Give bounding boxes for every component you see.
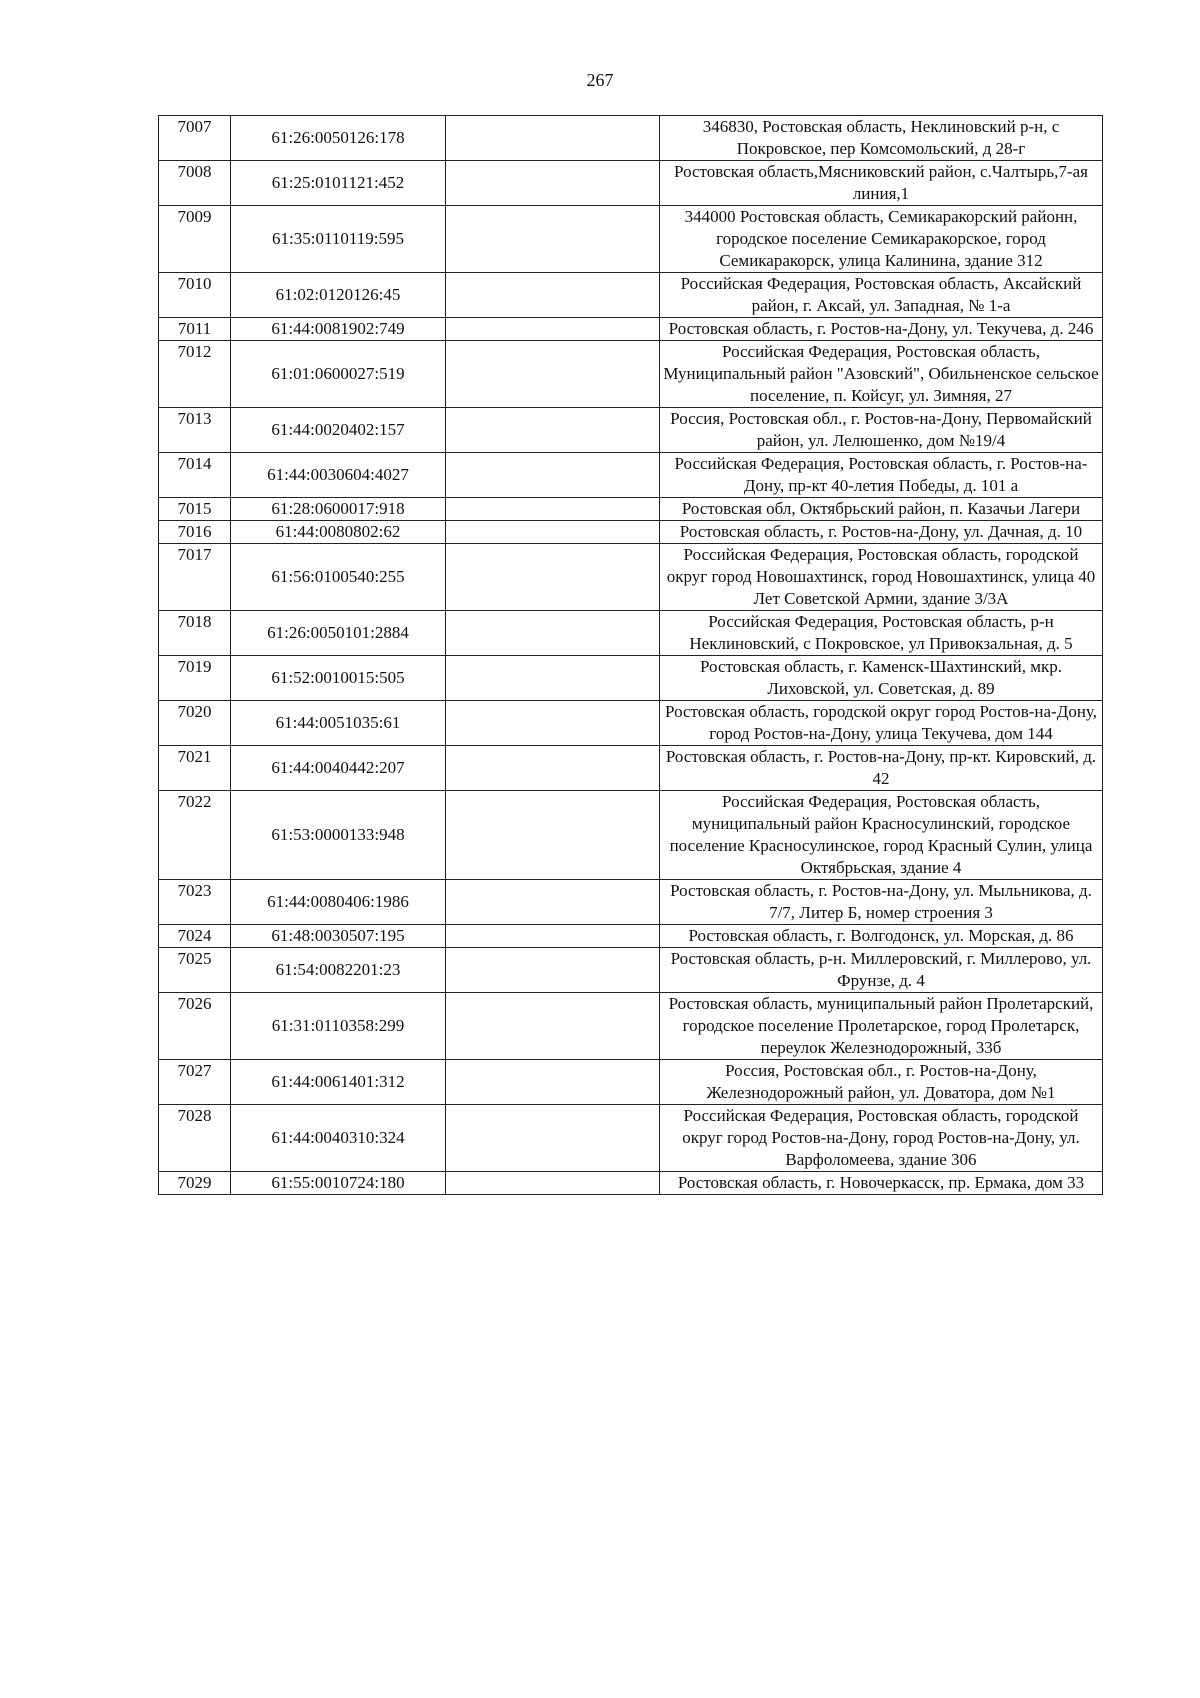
row-number: 7012 xyxy=(159,341,231,408)
empty-cell xyxy=(446,273,660,318)
empty-cell xyxy=(446,521,660,544)
cadastral-number: 61:53:0000133:948 xyxy=(231,791,446,880)
address-cell: Ростовская область, муниципальный район Пролетарский, городское поселение Пролетарское, город Пролетарск, переулок Железнодорожный, 33б xyxy=(660,993,1103,1060)
cadastral-number: 61:26:0050101:2884 xyxy=(231,611,446,656)
address-cell: Российская Федерация, Ростовская область, Муниципальный район "Азовский", Обильненское сельское поселение, п. Койсуг, ул. Зимняя, 27 xyxy=(660,341,1103,408)
table-row xyxy=(159,656,1103,701)
address-cell: 344000 Ростовская область, Семикаракорский районн, городское поселение Семикаракорское, город Семикаракорск, улица Калинина, здание 312 xyxy=(660,206,1103,273)
row-number: 7026 xyxy=(159,993,231,1060)
table-row xyxy=(159,1105,1103,1172)
table-row xyxy=(159,701,1103,746)
cadastral-number: 61:55:0010724:180 xyxy=(231,1172,446,1195)
table-row xyxy=(159,206,1103,273)
cadastral-number: 61:44:0020402:157 xyxy=(231,408,446,453)
row-number: 7025 xyxy=(159,948,231,993)
address-cell: Российская Федерация, Ростовская область, г. Ростов-на-Дону, пр-кт 40-летия Победы, д. 101 а xyxy=(660,453,1103,498)
address-cell: Ростовская область, г. Ростов-на-Дону, ул. Текучева, д. 246 xyxy=(660,318,1103,341)
empty-cell xyxy=(446,116,660,161)
table-row xyxy=(159,1172,1103,1195)
property-registry-table xyxy=(158,115,1103,1195)
address-cell: Ростовская область, р-н. Миллеровский, г. Миллерово, ул. Фрунзе, д. 4 xyxy=(660,948,1103,993)
empty-cell xyxy=(446,880,660,925)
address-cell: Ростовская область, г. Ростов-на-Дону, ул. Мыльникова, д. 7/7, Литер Б, номер строения 3 xyxy=(660,880,1103,925)
empty-cell xyxy=(446,701,660,746)
table-row xyxy=(159,791,1103,880)
table-row xyxy=(159,318,1103,341)
table-row xyxy=(159,341,1103,408)
empty-cell xyxy=(446,925,660,948)
row-number: 7011 xyxy=(159,318,231,341)
cadastral-number: 61:31:0110358:299 xyxy=(231,993,446,1060)
table-row xyxy=(159,116,1103,161)
address-cell: Российская Федерация, Ростовская область, городской округ город Новошахтинск, город Новошахтинск, улица 40 Лет Советской Армии, здание 3/3А xyxy=(660,544,1103,611)
row-number: 7015 xyxy=(159,498,231,521)
row-number: 7017 xyxy=(159,544,231,611)
cadastral-number: 61:44:0080406:1986 xyxy=(231,880,446,925)
empty-cell xyxy=(446,206,660,273)
cadastral-number: 61:54:0082201:23 xyxy=(231,948,446,993)
table-row xyxy=(159,993,1103,1060)
row-number: 7022 xyxy=(159,791,231,880)
cadastral-number: 61:44:0040310:324 xyxy=(231,1105,446,1172)
table-row xyxy=(159,521,1103,544)
cadastral-number: 61:44:0081902:749 xyxy=(231,318,446,341)
empty-cell xyxy=(446,1105,660,1172)
cadastral-number: 61:44:0080802:62 xyxy=(231,521,446,544)
empty-cell xyxy=(446,498,660,521)
empty-cell xyxy=(446,1060,660,1105)
row-number: 7023 xyxy=(159,880,231,925)
address-cell: Российская Федерация, Ростовская область, муниципальный район Красносулинский, городское поселение Красносулинское, город Красный Сулин, улица Октябрьская, здание 4 xyxy=(660,791,1103,880)
address-cell: Российская Федерация, Ростовская область, Аксайский район, г. Аксай, ул. Западная, № 1-а xyxy=(660,273,1103,318)
address-cell: Российская Федерация, Ростовская область, городской округ город Ростов-на-Дону, город Ростов-на-Дону, ул. Варфоломеева, здание 306 xyxy=(660,1105,1103,1172)
table-row xyxy=(159,408,1103,453)
cadastral-number: 61:35:0110119:595 xyxy=(231,206,446,273)
row-number: 7007 xyxy=(159,116,231,161)
cadastral-number: 61:48:0030507:195 xyxy=(231,925,446,948)
row-number: 7024 xyxy=(159,925,231,948)
empty-cell xyxy=(446,318,660,341)
table-row xyxy=(159,746,1103,791)
empty-cell xyxy=(446,656,660,701)
address-cell: Ростовская область,Мясниковский район, с.Чалтырь,7-ая линия,1 xyxy=(660,161,1103,206)
cadastral-number: 61:28:0600017:918 xyxy=(231,498,446,521)
address-cell: Ростовская область, г. Ростов-на-Дону, ул. Дачная, д. 10 xyxy=(660,521,1103,544)
empty-cell xyxy=(446,993,660,1060)
row-number: 7016 xyxy=(159,521,231,544)
row-number: 7027 xyxy=(159,1060,231,1105)
empty-cell xyxy=(446,791,660,880)
cadastral-number: 61:52:0010015:505 xyxy=(231,656,446,701)
empty-cell xyxy=(446,408,660,453)
table-row xyxy=(159,925,1103,948)
address-cell: Ростовская область, г. Волгодонск, ул. Морская, д. 86 xyxy=(660,925,1103,948)
cadastral-number: 61:01:0600027:519 xyxy=(231,341,446,408)
row-number: 7028 xyxy=(159,1105,231,1172)
row-number: 7021 xyxy=(159,746,231,791)
table-row xyxy=(159,498,1103,521)
table-row xyxy=(159,611,1103,656)
cadastral-number: 61:44:0061401:312 xyxy=(231,1060,446,1105)
row-number: 7013 xyxy=(159,408,231,453)
table-row xyxy=(159,273,1103,318)
row-number: 7008 xyxy=(159,161,231,206)
cadastral-number: 61:26:0050126:178 xyxy=(231,116,446,161)
empty-cell xyxy=(446,341,660,408)
empty-cell xyxy=(446,161,660,206)
table-row xyxy=(159,948,1103,993)
address-cell: Россия, Ростовская обл., г. Ростов-на-Дону, Первомайский район, ул. Лелюшенко, дом №19/4 xyxy=(660,408,1103,453)
table-row xyxy=(159,544,1103,611)
page-number: 267 xyxy=(586,70,614,90)
cadastral-number: 61:44:0040442:207 xyxy=(231,746,446,791)
empty-cell xyxy=(446,544,660,611)
cadastral-number: 61:02:0120126:45 xyxy=(231,273,446,318)
row-number: 7018 xyxy=(159,611,231,656)
address-cell: Ростовская область, г. Ростов-на-Дону, пр-кт. Кировский, д. 42 xyxy=(660,746,1103,791)
empty-cell xyxy=(446,611,660,656)
table-row xyxy=(159,880,1103,925)
row-number: 7029 xyxy=(159,1172,231,1195)
empty-cell xyxy=(446,453,660,498)
address-cell: Ростовская область, г. Новочеркасск, пр. Ермака, дом 33 xyxy=(660,1172,1103,1195)
address-cell: Россия, Ростовская обл., г. Ростов-на-Дону, Железнодорожный район, ул. Доватора, дом №1 xyxy=(660,1060,1103,1105)
row-number: 7010 xyxy=(159,273,231,318)
row-number: 7019 xyxy=(159,656,231,701)
cadastral-number: 61:56:0100540:255 xyxy=(231,544,446,611)
registry-table-body xyxy=(159,116,1103,1195)
address-cell: Российская Федерация, Ростовская область, р-н Неклиновский, с Покровское, ул Привокзальная, д. 5 xyxy=(660,611,1103,656)
row-number: 7009 xyxy=(159,206,231,273)
address-cell: Ростовская область, г. Каменск-Шахтинский, мкр. Лиховской, ул. Советская, д. 89 xyxy=(660,656,1103,701)
table-row xyxy=(159,1060,1103,1105)
row-number: 7014 xyxy=(159,453,231,498)
address-cell: 346830, Ростовская область, Неклиновский р-н, с Покровское, пер Комсомольский, д 28-г xyxy=(660,116,1103,161)
empty-cell xyxy=(446,746,660,791)
address-cell: Ростовская область, городской округ город Ростов-на-Дону, город Ростов-на-Дону, улица Текучева, дом 144 xyxy=(660,701,1103,746)
empty-cell xyxy=(446,948,660,993)
cadastral-number: 61:44:0030604:4027 xyxy=(231,453,446,498)
empty-cell xyxy=(446,1172,660,1195)
address-cell: Ростовская обл, Октябрьский район, п. Казачьи Лагери xyxy=(660,498,1103,521)
row-number: 7020 xyxy=(159,701,231,746)
cadastral-number: 61:44:0051035:61 xyxy=(231,701,446,746)
cadastral-number: 61:25:0101121:452 xyxy=(231,161,446,206)
table-row xyxy=(159,453,1103,498)
table-row xyxy=(159,161,1103,206)
